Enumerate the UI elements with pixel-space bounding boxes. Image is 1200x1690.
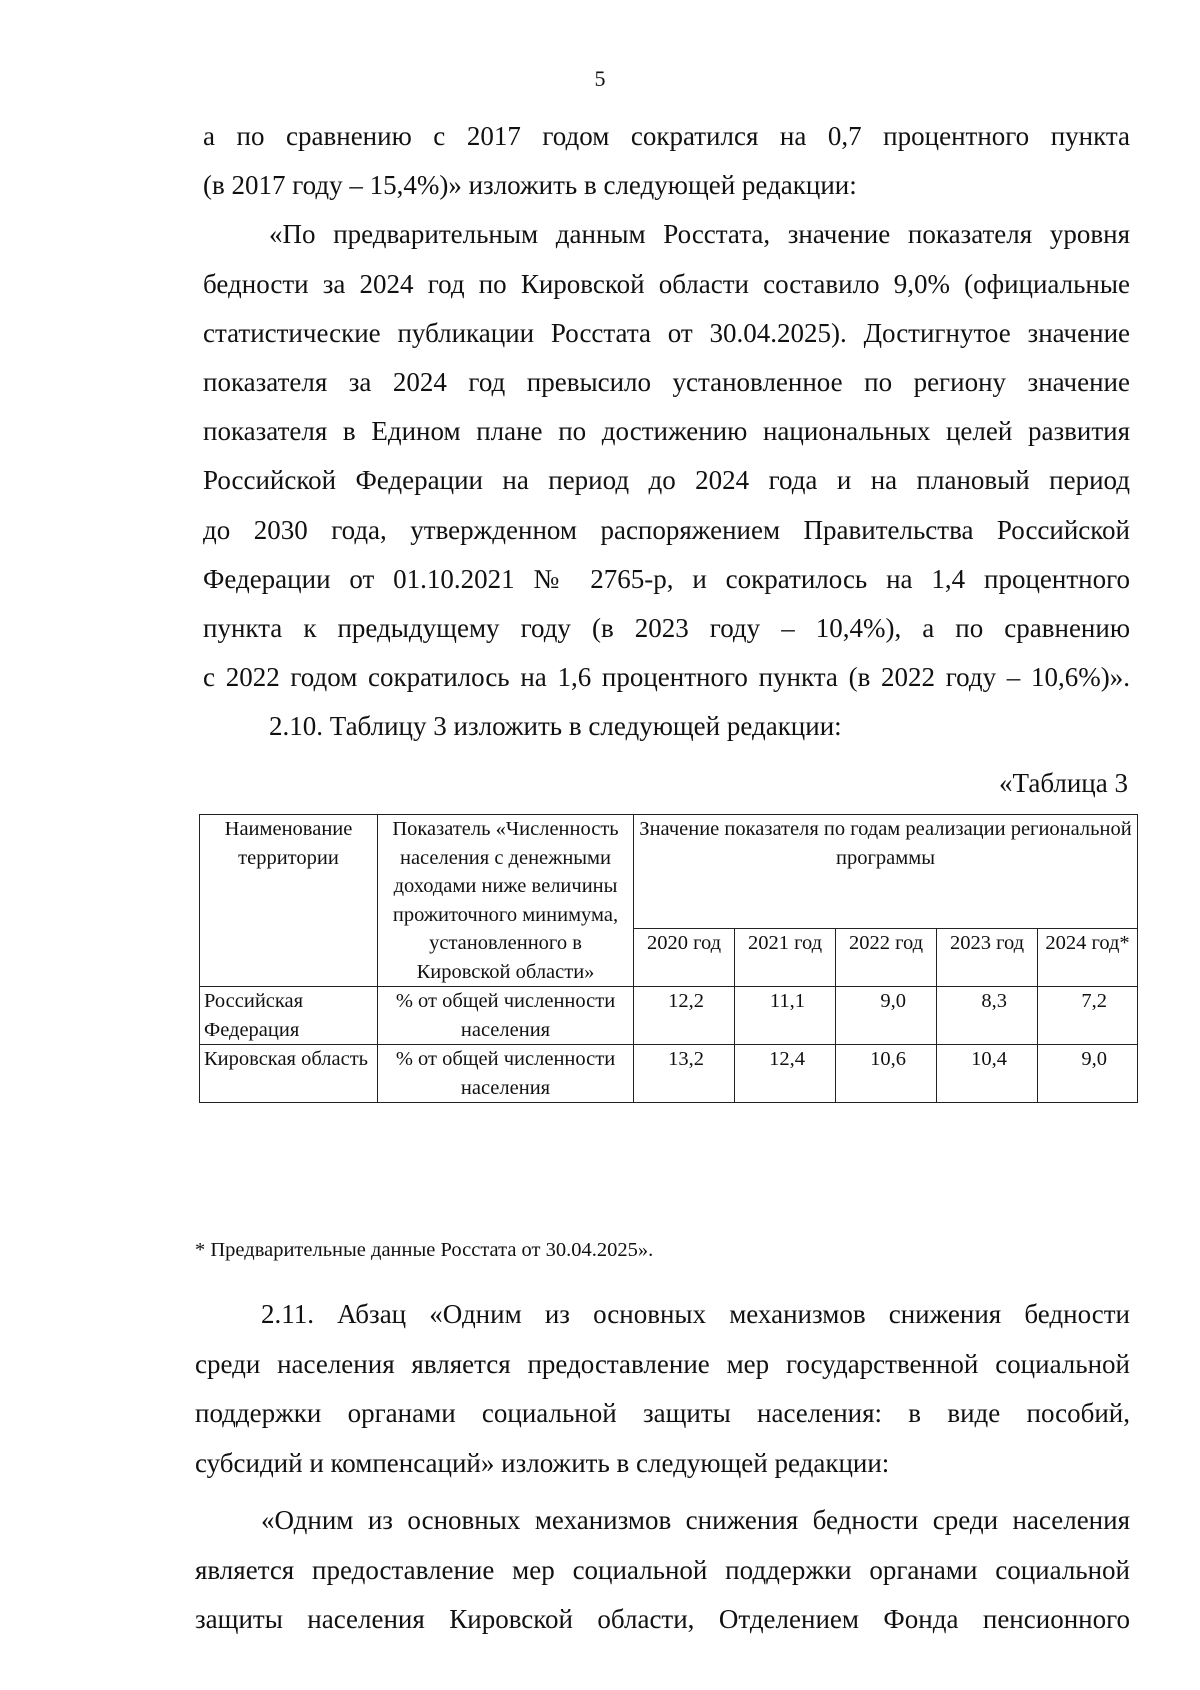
cell-value: 7,2 [1038, 987, 1138, 1045]
table-row [200, 1045, 1138, 1103]
text-line: 2.10. Таблицу 3 изложить в следующей редакции: [269, 711, 842, 742]
text-line: поддержки органами социальной защиты населения: в виде пособий, [195, 1398, 1130, 1428]
table-footnote: * Предварительные данные Росстата от 30.04.2025». [195, 1239, 654, 1261]
cell-value: 12,4 [735, 1045, 836, 1103]
paragraph [203, 210, 1130, 702]
text-line: защиты населения Кировской области, Отделением Фонда пенсионного [195, 1604, 1130, 1634]
text-line: Федерации от 01.10.2021 № 2765-р, и сократилось на 1,4 процентного [203, 563, 1130, 594]
header-year: 2021 год [735, 929, 836, 987]
text-line: «По предварительным данным Росстата, значение показателя уровня [269, 219, 1130, 250]
header-year: 2022 год [836, 929, 937, 987]
cell-value: 10,4 [937, 1045, 1038, 1103]
paragraph [195, 1290, 1130, 1488]
body-text-bottom [195, 1290, 1130, 1645]
text-line: субсидий и компенсаций» изложить в следующей редакции: [195, 1447, 890, 1478]
paragraph [203, 702, 1130, 751]
header-territory: Наименование территории [200, 815, 378, 987]
cell-territory: Кировская область [200, 1045, 378, 1103]
text-line: среди населения является предоставление мер государственной социальной [195, 1348, 1130, 1379]
indicator-table [199, 814, 1138, 1103]
cell-value: 11,1 [735, 987, 836, 1045]
cell-value: 9,0 [1038, 1045, 1138, 1103]
text-line: «Одним из основных механизмов снижения бедности среди населения [261, 1505, 1130, 1535]
text-line: пункта к предыдущему году (в 2023 году – 10,4%), а по сравнению [203, 613, 1130, 644]
text-line: Российской Федерации на период до 2024 года и на плановый период [203, 465, 1130, 496]
table-row [200, 987, 1138, 1045]
text-line: 2.11. Абзац «Одним из основных механизмов снижения бедности [261, 1299, 1130, 1329]
header-year: 2020 год [634, 929, 735, 987]
table-caption: «Таблица 3 [999, 768, 1128, 798]
page-number: 5 [594, 66, 606, 91]
cell-unit: % от общей численности населения [378, 987, 634, 1045]
header-indicator: Показатель «Численность населения с денежными доходами ниже величины прожиточного минимума, установленного в Кировской области» [378, 815, 634, 987]
header-year: 2024 год* [1038, 929, 1138, 987]
cell-value: 8,3 [937, 987, 1038, 1045]
text-line: с 2022 годом сократилось на 1,6 процентного пункта (в 2022 году – 10,6%)». [203, 662, 1130, 693]
cell-unit: % от общей численности населения [378, 1045, 634, 1103]
paragraph [195, 1496, 1130, 1645]
cell-territory: Российская Федерация [200, 987, 378, 1045]
cell-value: 13,2 [634, 1045, 735, 1103]
table-header-row [200, 815, 1138, 929]
text-line: является предоставление мер социальной поддержки органами социальной [195, 1554, 1130, 1585]
cell-value: 9,0 [836, 987, 937, 1045]
text-line: (в 2017 году – 15,4%)» изложить в следующей редакции: [203, 170, 857, 201]
text-line: до 2030 года, утвержденном распоряжением Правительства Российской [203, 514, 1130, 545]
text-line: статистические публикации Росстата от 30.04.2025). Достигнутое значение [203, 317, 1130, 348]
cell-value: 12,2 [634, 987, 735, 1045]
header-values-group: Значение показателя по годам реализации региональной программы [634, 815, 1138, 929]
paragraph [203, 112, 1130, 210]
text-line: показателя в Едином плане по достижению национальных целей развития [203, 416, 1130, 447]
text-line: бедности за 2024 год по Кировской области составило 9,0% (официальные [203, 268, 1130, 299]
text-line: показателя за 2024 год превысило установленное по региону значение [203, 367, 1130, 398]
cell-value: 10,6 [836, 1045, 937, 1103]
text-line: а по сравнению с 2017 годом сократился на 0,7 процентного пункта [203, 121, 1130, 151]
header-year: 2023 год [937, 929, 1038, 987]
body-text-top [203, 112, 1130, 752]
